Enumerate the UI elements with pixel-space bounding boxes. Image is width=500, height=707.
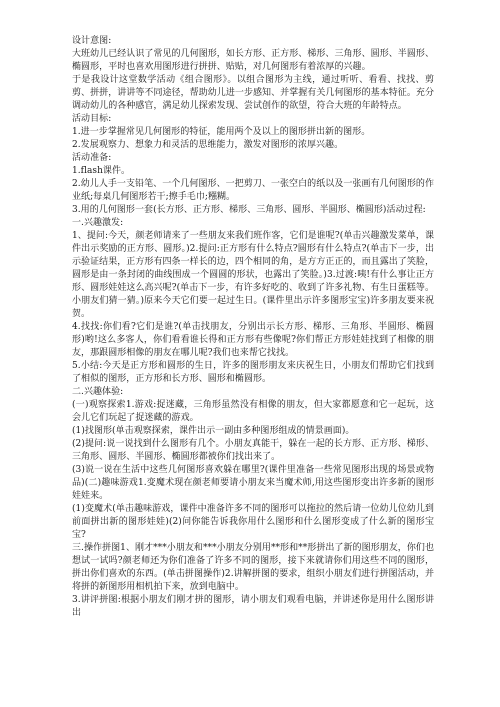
prep-item-3: 3.用的几何图形一套(长方形、正方形、梯形、三角形、圆形、半圆形、椭圆形)活动过程: bbox=[72, 205, 426, 215]
heading-preparation: 活动准备: bbox=[72, 153, 112, 163]
goal-item-2: 2.发展观察力、想象力和灵活的思维能力，激发对图形的浓厚兴趣。 bbox=[72, 140, 344, 150]
goal-item-1: 1.进一步掌握常见几何图形的特征，能用两个及以上的图形拼出新的图形。 bbox=[72, 127, 371, 137]
paragraph-intent-2: 于是我设计这堂数学活动《组合图形》。以组合图形为主线，通过听听、看看、找找、剪剪、拼拼，讲讲等不同途径，帮助幼儿进一步感知、并掌握有关几何图形的基本特征。充分调动幼儿的各种感官，满足幼儿探索发现、尝试创作的欲望，符合大班的年龄特点。 bbox=[72, 75, 435, 111]
experience-paragraph-1: (一)观察探索1.游戏:捉迷藏，三角形虽然没有相像的朋友，但大家都愿意和它一起玩，这会儿它们玩起了捉迷藏的游戏。 bbox=[72, 400, 434, 423]
prep-item-2: 2.幼儿人手一支铅笔、一个几何图形、一把剪刀、一张空白的纸以及一张画有几何图形的作业纸;每桌几何图形若干;擦手毛巾;糨糊。 bbox=[72, 179, 434, 202]
heading-experience: 二.兴趣体验: bbox=[72, 387, 124, 397]
experience-paragraph-2: (1)找图形(单击观察探索，课件出示一副由多种图形组成的情景画面)。 bbox=[72, 426, 355, 436]
experience-paragraph-4: (3)说一说在生活中这些几何图形喜欢躲在哪里?(课件里准备一些常见图形出现的场景或物品)(二)趣味游戏1.变魔术现在颜老师要请小朋友来当魔术师,用这些图形变出许多新的图形娃娃来。 bbox=[72, 465, 434, 501]
process-paragraph-4: 4.找找:你们看?它们是谁?(单击找朋友，分别出示长方形、梯形、三角形、半圆形、椭圆形)哟!这么多客人，你们看看谁长得和正方形有些像呢?你们帮正方形娃娃找到了相像的朋友，那跟圆形相像的朋友在哪儿呢?我们也来帮它找找。 bbox=[72, 322, 434, 358]
experience-paragraph-3: (2)提问:说一说找到什么图形有几个。小朋友真能干，躲在一起的长方形、正方形、梯形、三角形、圆形、半圆形、椭圆形都被你们找出来了。 bbox=[72, 439, 434, 462]
heading-design-intent: 设计意图: bbox=[72, 36, 112, 46]
operation-paragraph-1: 三.操作拼图1、刚才***小朋友和***小朋友分别用**形和**形拼出了新的图形朋友，你们也想试一试吗?颜老师还为你们准备了许多不同的图形，接下来就请你们用这些不同的图形，拼出你们喜欢的东西。(单击拼图操作)2.讲解拼图的要求，组织小朋友们进行拼图活动，并将拼的新图形用相机拍下来，放到电脑中。 bbox=[72, 543, 434, 592]
heading-interest: 一.兴趣激发: bbox=[72, 218, 124, 228]
paragraph-intent-1: 大班幼儿已经认识了常见的几何图形，如长方形、正方形、梯形、三角形、圆形、半圆形、椭圆形，平时也喜欢用图形进行拼拼、贴贴，对几何图形有着浓厚的兴趣。 bbox=[72, 49, 435, 72]
process-paragraph-5: 5.小结:今天是正方形和圆形的生日，许多的图形朋友来庆祝生日，小朋友们帮助它们找到了相似的图形，正方形和长方形、圆形和椭圆形。 bbox=[72, 361, 434, 384]
prep-item-1: 1.flash课件。 bbox=[72, 166, 131, 176]
document-page bbox=[72, 35, 434, 620]
operation-paragraph-2: 3.讲评拼图:根据小朋友们刚才拼的图形，请小朋友们观看电脑，并讲述你是用什么图形讲出 bbox=[72, 595, 434, 618]
process-paragraph-1: 1、提问:今天，颜老师请来了一些朋友来我们班作客，它们是谁呢?(单击兴趣激发菜单，课件出示奖励的正方形、圆形。)2.提问:正方形有什么特点?圆形有什么特点?(单击下一步，出示验证结果，正方形有四条一样长的边，四个相同的角，是方方正正的，而且露出了笑脸，圆形是由一条封闭的曲线围成一个圆圆的形状，也露出了笑脸。)3.过渡:咦!有什么事让正方形、圆形娃娃这么高兴呢?(单击下一步，有许多好吃的、收到了许多礼物、有生日蛋糕等。小朋友们猜一猜。)原来今天它们要一起过生日。(课件里出示许多图形宝宝)许多朋友要来祝贺。 bbox=[72, 231, 435, 319]
heading-goals: 活动目标: bbox=[72, 114, 112, 124]
experience-paragraph-5: (1)变魔术(单击趣味游戏，课件中准备许多不同的图形可以拖拉的然后请一位幼儿位幼儿到前面拼出新的图形娃娃)(2)问你能告诉我你用什么图形和什么图形变成了什么新的图形宝宝? bbox=[72, 504, 434, 540]
